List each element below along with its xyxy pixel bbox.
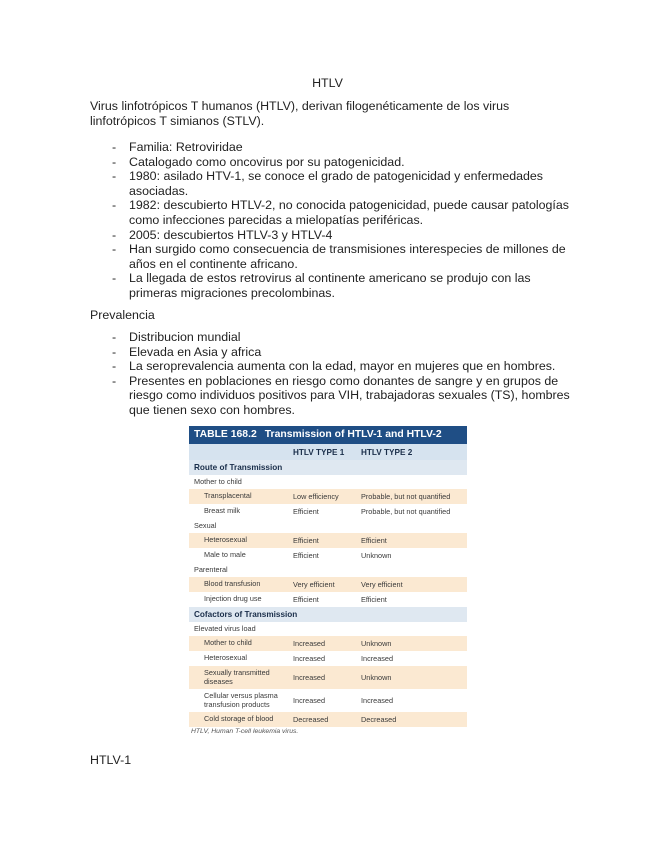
row-label: Cold storage of blood <box>204 714 274 724</box>
table-row <box>189 489 467 504</box>
list-item: - La seroprevalencia aumenta con la edad, mayor en mujeres que en hombres. <box>90 359 570 374</box>
list-item: - Elevada en Asia y africa <box>90 345 570 360</box>
table-row <box>189 533 467 548</box>
list-item: - Familia: Retroviridae <box>90 140 570 155</box>
row-label: Injection drug use <box>204 594 262 604</box>
table-row <box>189 504 467 519</box>
col-type1: HTLV TYPE 1 <box>293 447 345 457</box>
row-label: Sexually transmitted diseases <box>204 668 270 686</box>
type2-value: Probable, but not quantified <box>361 507 451 516</box>
row-label: Breast milk <box>204 506 241 516</box>
table-row <box>189 712 467 727</box>
group-sexual: Sexual <box>189 519 467 533</box>
type1-value: Efficient <box>293 536 319 545</box>
row-label: Male to male <box>204 550 246 560</box>
group-elevated-load: Elevated virus load <box>189 622 467 636</box>
type1-value: Very efficient <box>293 580 335 589</box>
intro-paragraph: Virus linfotrópicos T humanos (HTLV), derivan filogenéticamente de los virus linfotrópicos T simianos (STLV). <box>90 99 510 128</box>
type2-value: Very efficient <box>361 580 403 589</box>
table-number: TABLE 168.2 <box>194 429 257 440</box>
row-label: Cellular versus plasma transfusion products <box>204 691 278 709</box>
table-row <box>189 636 467 651</box>
type2-value: Efficient <box>361 595 387 604</box>
group-mother-to-child: Mother to child <box>189 475 467 489</box>
row-label: Mother to child <box>204 638 252 648</box>
table-header <box>189 426 467 444</box>
list-item: - Han surgido como consecuencia de transmisiones interespecies de millones de años en el continente africano. <box>90 242 570 271</box>
row-label: Heterosexual <box>204 535 247 545</box>
history-list <box>90 140 570 301</box>
table-footnote: HTLV, Human T-cell leukemia virus. <box>191 728 299 735</box>
table-row <box>189 651 467 666</box>
list-item: - Presentes en poblaciones en riesgo como donantes de sangre y en grupos de riesgo como individuos positivos para VIH, trabajadoras sexuales (TS), hombres que tienen sexo con hombres. <box>90 374 570 418</box>
type1-value: Increased <box>293 639 326 648</box>
table-row <box>189 592 467 607</box>
prevalencia-heading: Prevalencia <box>90 308 155 322</box>
list-item: - 2005: descubiertos HTLV-3 y HTLV-4 <box>90 228 570 243</box>
type2-value: Efficient <box>361 536 387 545</box>
type2-value: Decreased <box>361 715 397 724</box>
row-label: Blood transfusion <box>204 579 261 589</box>
table-row <box>189 689 467 712</box>
list-item: - La llegada de estos retrovirus al continente americano se produjo con las primeras migraciones precolombinas. <box>90 271 570 300</box>
type1-value: Efficient <box>293 551 319 560</box>
type2-value: Increased <box>361 654 394 663</box>
doc-title: HTLV <box>312 76 343 90</box>
type2-value: Increased <box>361 696 394 705</box>
group-parenteral: Parenteral <box>189 563 467 577</box>
type1-value: Increased <box>293 673 326 682</box>
list-item: - 1982: descubierto HTLV-2, no conocida patogenicidad, puede causar patologías como infecciones parecidas a mielopatías periféricas. <box>90 198 570 227</box>
type1-value: Increased <box>293 654 326 663</box>
prevalence-list <box>90 330 570 418</box>
section-route: Route of Transmission <box>189 460 467 475</box>
list-item: - Catalogado como oncovirus por su patogenicidad. <box>90 155 570 170</box>
type2-value: Unknown <box>361 639 392 648</box>
type2-value: Unknown <box>361 673 392 682</box>
row-label: Heterosexual <box>204 653 247 663</box>
table-caption: Transmission of HTLV-1 and HTLV-2 <box>264 429 442 440</box>
table-row <box>189 666 467 689</box>
col-type2: HTLV TYPE 2 <box>361 447 413 457</box>
list-item: - Distribucion mundial <box>90 330 570 345</box>
type1-value: Low efficiency <box>293 492 339 501</box>
type1-value: Increased <box>293 696 326 705</box>
table-row <box>189 577 467 592</box>
type1-value: Decreased <box>293 715 329 724</box>
section-heading-htlv1: HTLV-1 <box>90 753 132 767</box>
column-headers <box>189 444 467 460</box>
row-label: Transplacental <box>204 491 252 501</box>
table-row <box>189 548 467 563</box>
type1-value: Efficient <box>293 507 319 516</box>
type1-value: Efficient <box>293 595 319 604</box>
type2-value: Unknown <box>361 551 392 560</box>
type2-value: Probable, but not quantified <box>361 492 451 501</box>
list-item: - 1980: asilado HTV-1, se conoce el grado de patogenicidad y enfermedades asociadas. <box>90 169 570 198</box>
section-cofactors: Cofactors of Transmission <box>189 607 467 622</box>
transmission-table <box>189 426 467 737</box>
